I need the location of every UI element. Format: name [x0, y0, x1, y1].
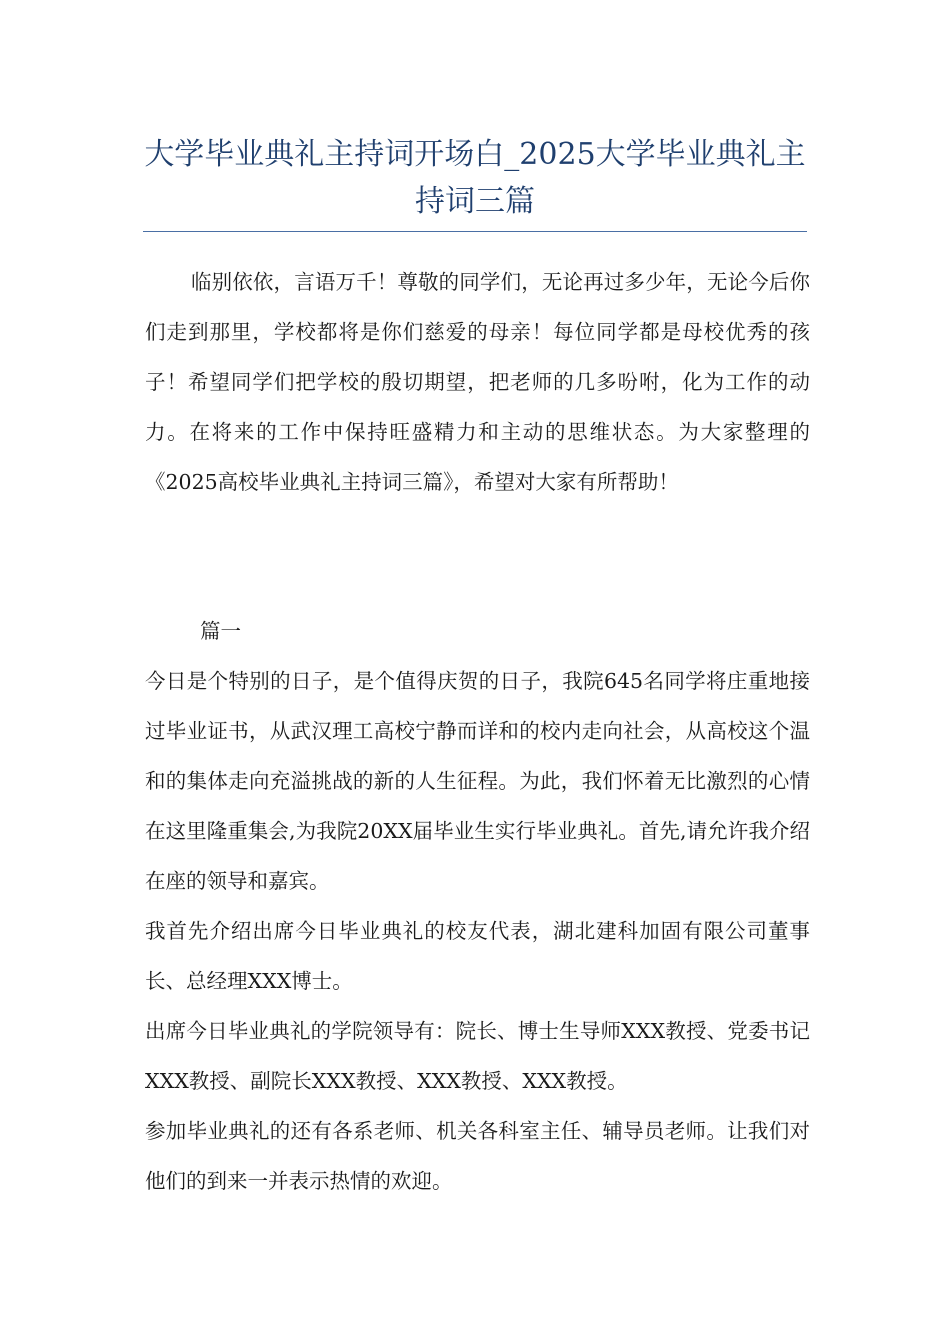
- body-paragraph: 我首先介绍出席今日毕业典礼的校友代表，湖北建科加固有限公司董事长、总经理XXX博士。: [145, 919, 810, 993]
- section-heading: 篇一: [200, 619, 241, 643]
- body-paragraph: 今日是个特别的日子，是个值得庆贺的日子，我院645名同学将庄重地接过毕业证书，从武汉理工高校宁静而详和的校内走向社会，从高校这个温和的集体走向充溢挑战的新的人生征程。为此，我们怀着无比激烈的心情在这里隆重集会,为我院20XX届毕业生实行毕业典礼。首先,请允许我介绍在座的领导和嘉宾。: [145, 669, 810, 893]
- body-paragraph: 出席今日毕业典礼的学院领导有：院长、博士生导师XXX教授、党委书记XXX教授、副院长XXX教授、XXX教授、XXX教授。: [145, 1019, 810, 1093]
- body-paragraph: 参加毕业典礼的还有各系老师、机关各科室主任、辅导员老师。让我们对他们的到来一并表示热情的欢迎。: [145, 1119, 810, 1193]
- title-underline: [143, 231, 807, 232]
- intro-paragraph: 临别依依，言语万千！尊敬的同学们，无论再过多少年，无论今后你们走到那里，学校都将是你们慈爱的母亲！每位同学都是母校优秀的孩子！希望同学们把学校的殷切期望，把老师的几多吩咐，化为工作的动力。在将来的工作中保持旺盛精力和主动的思维状态。为大家整理的《2025高校毕业典礼主持词三篇》，希望对大家有所帮助！: [145, 270, 810, 494]
- document-title: 大学毕业典礼主持词开场白_2025大学毕业典礼主持词三篇: [144, 137, 806, 219]
